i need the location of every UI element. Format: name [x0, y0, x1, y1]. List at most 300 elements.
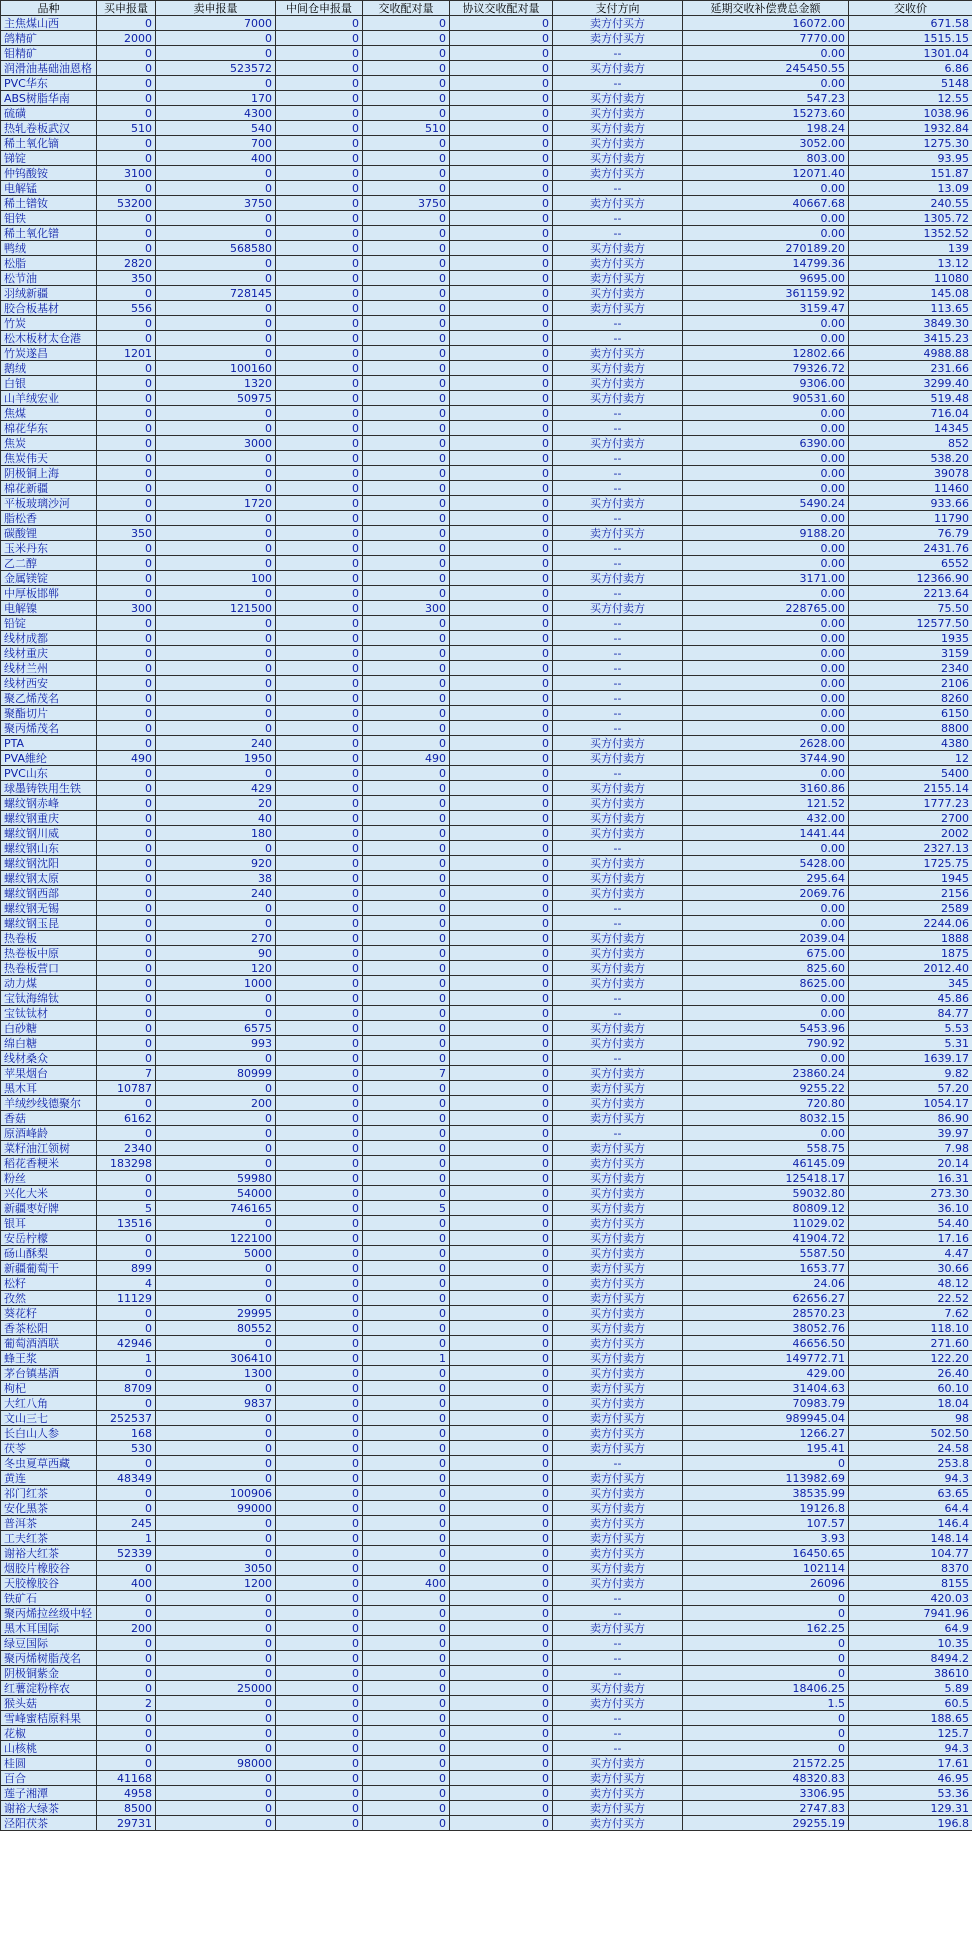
cell-match-qty: 0 — [363, 871, 450, 886]
cell-sell-qty: 54000 — [156, 1186, 276, 1201]
cell-agreement-qty: 0 — [450, 1216, 553, 1231]
cell-price: 12.55 — [849, 91, 972, 106]
cell-sell-qty: 0 — [156, 526, 276, 541]
cell-pay-direction: 买方付卖方 — [553, 946, 683, 961]
cell-agreement-qty: 0 — [450, 1171, 553, 1186]
cell-comp-amount: 432.00 — [683, 811, 849, 826]
cell-variety: 电解镍 — [1, 601, 97, 616]
cell-sell-qty: 200 — [156, 1096, 276, 1111]
cell-comp-amount: 0 — [683, 1591, 849, 1606]
cell-price: 45.86 — [849, 991, 972, 1006]
cell-middle-qty: 0 — [276, 1321, 363, 1336]
cell-middle-qty: 0 — [276, 646, 363, 661]
cell-sell-qty: 9837 — [156, 1396, 276, 1411]
cell-variety: 红薯淀粉梓农 — [1, 1681, 97, 1696]
cell-comp-amount: 0.00 — [683, 331, 849, 346]
cell-price: 11790 — [849, 511, 972, 526]
table-row — [1, 1201, 972, 1216]
cell-sell-qty: 0 — [156, 901, 276, 916]
table-row — [1, 76, 972, 91]
cell-buy-qty: 0 — [97, 1006, 156, 1021]
cell-price: 122.20 — [849, 1351, 972, 1366]
cell-buy-qty: 0 — [97, 931, 156, 946]
cell-match-qty: 0 — [363, 1411, 450, 1426]
cell-variety: 鸭绒 — [1, 241, 97, 256]
cell-agreement-qty: 0 — [450, 1111, 553, 1126]
cell-sell-qty: 0 — [156, 451, 276, 466]
cell-variety: 热轧卷板武汉 — [1, 121, 97, 136]
table-row — [1, 1381, 972, 1396]
cell-buy-qty: 2340 — [97, 1141, 156, 1156]
cell-comp-amount: 0.00 — [683, 406, 849, 421]
cell-middle-qty: 0 — [276, 1786, 363, 1801]
cell-match-qty: 0 — [363, 271, 450, 286]
cell-sell-qty: 746165 — [156, 1201, 276, 1216]
cell-sell-qty: 3050 — [156, 1561, 276, 1576]
cell-variety: 松木板材太仓港 — [1, 331, 97, 346]
cell-variety: 钼精矿 — [1, 46, 97, 61]
cell-variety: 松脂 — [1, 256, 97, 271]
cell-variety: 羊绒纱线德聚尔 — [1, 1096, 97, 1111]
cell-pay-direction: 买方付卖方 — [553, 1096, 683, 1111]
cell-price: 18.04 — [849, 1396, 972, 1411]
cell-variety: 祁门红茶 — [1, 1486, 97, 1501]
cell-buy-qty: 0 — [97, 1651, 156, 1666]
cell-middle-qty: 0 — [276, 1606, 363, 1621]
cell-sell-qty: 400 — [156, 151, 276, 166]
cell-comp-amount: 790.92 — [683, 1036, 849, 1051]
cell-comp-amount: 0 — [683, 1606, 849, 1621]
cell-comp-amount: 0.00 — [683, 661, 849, 676]
cell-agreement-qty: 0 — [450, 811, 553, 826]
cell-agreement-qty: 0 — [450, 646, 553, 661]
cell-pay-direction: 卖方付买方 — [553, 1786, 683, 1801]
cell-buy-qty: 3100 — [97, 166, 156, 181]
table-row — [1, 1171, 972, 1186]
cell-variety: 中厚板邯郸 — [1, 586, 97, 601]
cell-sell-qty: 0 — [156, 1456, 276, 1471]
cell-comp-amount: 18406.25 — [683, 1681, 849, 1696]
cell-agreement-qty: 0 — [450, 826, 553, 841]
cell-middle-qty: 0 — [276, 106, 363, 121]
cell-match-qty: 0 — [363, 796, 450, 811]
cell-comp-amount: 7770.00 — [683, 31, 849, 46]
table-row — [1, 1411, 972, 1426]
table-row — [1, 121, 972, 136]
cell-variety: 香菇 — [1, 1111, 97, 1126]
cell-pay-direction: 买方付卖方 — [553, 886, 683, 901]
cell-agreement-qty: 0 — [450, 1696, 553, 1711]
cell-price: 5148 — [849, 76, 972, 91]
cell-buy-qty: 0 — [97, 1741, 156, 1756]
cell-buy-qty: 899 — [97, 1261, 156, 1276]
cell-buy-qty: 2000 — [97, 31, 156, 46]
cell-pay-direction: 卖方付买方 — [553, 1081, 683, 1096]
cell-price: 273.30 — [849, 1186, 972, 1201]
cell-match-qty: 0 — [363, 136, 450, 151]
cell-agreement-qty: 0 — [450, 421, 553, 436]
cell-variety: 葡萄酒酒联 — [1, 1336, 97, 1351]
cell-comp-amount: 14799.36 — [683, 256, 849, 271]
cell-pay-direction: 卖方付买方 — [553, 1516, 683, 1531]
cell-comp-amount: 0.00 — [683, 421, 849, 436]
table-row — [1, 256, 972, 271]
cell-buy-qty: 0 — [97, 646, 156, 661]
cell-variety: 平板玻璃沙河 — [1, 496, 97, 511]
cell-match-qty: 0 — [363, 241, 450, 256]
cell-middle-qty: 0 — [276, 736, 363, 751]
cell-price: 8155 — [849, 1576, 972, 1591]
cell-middle-qty: 0 — [276, 1651, 363, 1666]
cell-comp-amount: 70983.79 — [683, 1396, 849, 1411]
cell-price: 2002 — [849, 826, 972, 841]
cell-price: 98 — [849, 1411, 972, 1426]
table-row — [1, 136, 972, 151]
cell-match-qty: 0 — [363, 301, 450, 316]
cell-variety: 稻花香粳米 — [1, 1156, 97, 1171]
table-row — [1, 301, 972, 316]
cell-buy-qty: 556 — [97, 301, 156, 316]
cell-middle-qty: 0 — [276, 1021, 363, 1036]
cell-price: 2012.40 — [849, 961, 972, 976]
cell-buy-qty: 6162 — [97, 1111, 156, 1126]
table-row — [1, 1441, 972, 1456]
cell-price: 271.60 — [849, 1336, 972, 1351]
cell-sell-qty: 0 — [156, 466, 276, 481]
cell-comp-amount: 38052.76 — [683, 1321, 849, 1336]
cell-price: 3415.23 — [849, 331, 972, 346]
cell-middle-qty: 0 — [276, 331, 363, 346]
cell-match-qty: 0 — [363, 1231, 450, 1246]
cell-sell-qty: 1300 — [156, 1366, 276, 1381]
cell-pay-direction: 卖方付买方 — [553, 526, 683, 541]
table-row — [1, 631, 972, 646]
cell-buy-qty: 530 — [97, 1441, 156, 1456]
cell-pay-direction: 卖方付买方 — [553, 1261, 683, 1276]
cell-comp-amount: 0.00 — [683, 46, 849, 61]
cell-variety: 玉米丹东 — [1, 541, 97, 556]
cell-agreement-qty: 0 — [450, 766, 553, 781]
cell-comp-amount: 270189.20 — [683, 241, 849, 256]
cell-variety: 铁矿石 — [1, 1591, 97, 1606]
cell-match-qty: 0 — [363, 1741, 450, 1756]
cell-match-qty: 0 — [363, 1396, 450, 1411]
cell-variety: 铅锭 — [1, 616, 97, 631]
cell-buy-qty: 0 — [97, 1126, 156, 1141]
table-row — [1, 196, 972, 211]
cell-middle-qty: 0 — [276, 1681, 363, 1696]
cell-sell-qty: 40 — [156, 811, 276, 826]
cell-match-qty: 0 — [363, 841, 450, 856]
cell-sell-qty: 0 — [156, 1516, 276, 1531]
cell-comp-amount: 0.00 — [683, 1126, 849, 1141]
table-row — [1, 886, 972, 901]
cell-agreement-qty: 0 — [450, 361, 553, 376]
cell-middle-qty: 0 — [276, 1456, 363, 1471]
cell-price: 151.87 — [849, 166, 972, 181]
cell-agreement-qty: 0 — [450, 601, 553, 616]
cell-pay-direction: -- — [553, 901, 683, 916]
table-row — [1, 706, 972, 721]
cell-match-qty: 0 — [363, 391, 450, 406]
cell-comp-amount: 15273.60 — [683, 106, 849, 121]
cell-agreement-qty: 0 — [450, 616, 553, 631]
cell-middle-qty: 0 — [276, 931, 363, 946]
table-row — [1, 1576, 972, 1591]
cell-sell-qty: 0 — [156, 1081, 276, 1096]
table-row — [1, 436, 972, 451]
cell-agreement-qty: 0 — [450, 436, 553, 451]
table-row — [1, 541, 972, 556]
cell-sell-qty: 0 — [156, 1411, 276, 1426]
cell-match-qty: 0 — [363, 46, 450, 61]
table-row — [1, 1756, 972, 1771]
cell-price: 7941.96 — [849, 1606, 972, 1621]
cell-comp-amount: 198.24 — [683, 121, 849, 136]
cell-comp-amount: 0.00 — [683, 721, 849, 736]
cell-sell-qty: 5000 — [156, 1246, 276, 1261]
cell-pay-direction: -- — [553, 421, 683, 436]
cell-pay-direction: 卖方付买方 — [553, 1531, 683, 1546]
cell-comp-amount: 11029.02 — [683, 1216, 849, 1231]
cell-variety: 钼铁 — [1, 211, 97, 226]
cell-match-qty: 0 — [363, 1591, 450, 1606]
table-row — [1, 1726, 972, 1741]
cell-middle-qty: 0 — [276, 706, 363, 721]
table-row — [1, 1456, 972, 1471]
cell-price: 139 — [849, 241, 972, 256]
cell-buy-qty: 350 — [97, 271, 156, 286]
cell-middle-qty: 0 — [276, 541, 363, 556]
cell-buy-qty: 0 — [97, 16, 156, 31]
cell-price: 24.58 — [849, 1441, 972, 1456]
cell-buy-qty: 0 — [97, 466, 156, 481]
cell-buy-qty: 53200 — [97, 196, 156, 211]
cell-variety: 山羊绒宏业 — [1, 391, 97, 406]
cell-price: 145.08 — [849, 286, 972, 301]
table-row — [1, 1066, 972, 1081]
cell-match-qty: 0 — [363, 616, 450, 631]
cell-comp-amount: 6390.00 — [683, 436, 849, 451]
cell-pay-direction: 买方付卖方 — [553, 601, 683, 616]
cell-buy-qty: 1 — [97, 1531, 156, 1546]
cell-variety: 主焦煤山西 — [1, 16, 97, 31]
cell-middle-qty: 0 — [276, 766, 363, 781]
cell-buy-qty: 0 — [97, 661, 156, 676]
cell-agreement-qty: 0 — [450, 1231, 553, 1246]
cell-comp-amount: 9188.20 — [683, 526, 849, 541]
cell-middle-qty: 0 — [276, 1201, 363, 1216]
cell-pay-direction: -- — [553, 556, 683, 571]
cell-pay-direction: 买方付卖方 — [553, 1321, 683, 1336]
cell-agreement-qty: 0 — [450, 511, 553, 526]
cell-agreement-qty: 0 — [450, 136, 553, 151]
cell-sell-qty: 0 — [156, 76, 276, 91]
cell-variety: 原酒峰龄 — [1, 1126, 97, 1141]
cell-price: 231.66 — [849, 361, 972, 376]
cell-comp-amount: 0 — [683, 1726, 849, 1741]
cell-pay-direction: 卖方付买方 — [553, 1111, 683, 1126]
cell-pay-direction: 买方付卖方 — [553, 106, 683, 121]
cell-pay-direction: 卖方付买方 — [553, 1441, 683, 1456]
cell-match-qty: 0 — [363, 316, 450, 331]
cell-pay-direction: 买方付卖方 — [553, 1171, 683, 1186]
table-row — [1, 796, 972, 811]
cell-sell-qty: 25000 — [156, 1681, 276, 1696]
cell-agreement-qty: 0 — [450, 1486, 553, 1501]
cell-price: 12366.90 — [849, 571, 972, 586]
cell-price: 146.4 — [849, 1516, 972, 1531]
cell-middle-qty: 0 — [276, 1801, 363, 1816]
cell-price: 84.77 — [849, 1006, 972, 1021]
cell-middle-qty: 0 — [276, 901, 363, 916]
cell-price: 933.66 — [849, 496, 972, 511]
table-row — [1, 781, 972, 796]
cell-pay-direction: -- — [553, 646, 683, 661]
cell-buy-qty: 0 — [97, 1636, 156, 1651]
cell-pay-direction: 买方付卖方 — [553, 976, 683, 991]
cell-price: 1888 — [849, 931, 972, 946]
cell-buy-qty: 0 — [97, 676, 156, 691]
cell-price: 6.86 — [849, 61, 972, 76]
cell-sell-qty: 568580 — [156, 241, 276, 256]
cell-agreement-qty: 0 — [450, 166, 553, 181]
cell-price: 17.16 — [849, 1231, 972, 1246]
cell-price: 12577.50 — [849, 616, 972, 631]
cell-variety: 螺纹钢山东 — [1, 841, 97, 856]
cell-price: 8800 — [849, 721, 972, 736]
cell-pay-direction: -- — [553, 916, 683, 931]
cell-pay-direction: -- — [553, 1006, 683, 1021]
cell-match-qty: 0 — [363, 886, 450, 901]
cell-pay-direction: -- — [553, 1126, 683, 1141]
cell-variety: PVC华东 — [1, 76, 97, 91]
cell-variety: 枸杞 — [1, 1381, 97, 1396]
cell-price: 13.12 — [849, 256, 972, 271]
cell-middle-qty: 0 — [276, 1696, 363, 1711]
cell-price: 64.9 — [849, 1621, 972, 1636]
cell-variety: 胶合板基材 — [1, 301, 97, 316]
cell-sell-qty: 0 — [156, 1441, 276, 1456]
cell-middle-qty: 0 — [276, 1216, 363, 1231]
cell-variety: 线材成都 — [1, 631, 97, 646]
table-row — [1, 361, 972, 376]
table-row — [1, 1231, 972, 1246]
cell-comp-amount: 107.57 — [683, 1516, 849, 1531]
cell-variety: 香茶松阳 — [1, 1321, 97, 1336]
cell-agreement-qty: 0 — [450, 1261, 553, 1276]
cell-variety: 苹果烟台 — [1, 1066, 97, 1081]
cell-comp-amount: 0.00 — [683, 451, 849, 466]
table-row — [1, 1816, 972, 1831]
cell-buy-qty: 0 — [97, 856, 156, 871]
cell-variety: 黄连 — [1, 1471, 97, 1486]
cell-price: 852 — [849, 436, 972, 451]
cell-buy-qty: 0 — [97, 1036, 156, 1051]
cell-sell-qty: 180 — [156, 826, 276, 841]
cell-buy-qty: 41168 — [97, 1771, 156, 1786]
table-row — [1, 316, 972, 331]
cell-pay-direction: 买方付卖方 — [553, 1366, 683, 1381]
cell-buy-qty: 2820 — [97, 256, 156, 271]
cell-buy-qty: 0 — [97, 826, 156, 841]
cell-comp-amount: 0.00 — [683, 211, 849, 226]
cell-match-qty: 0 — [363, 1216, 450, 1231]
cell-match-qty: 0 — [363, 1651, 450, 1666]
table-row — [1, 1801, 972, 1816]
cell-sell-qty: 0 — [156, 31, 276, 46]
cell-pay-direction: 买方付卖方 — [553, 1231, 683, 1246]
table-row — [1, 676, 972, 691]
cell-middle-qty: 0 — [276, 166, 363, 181]
table-row — [1, 481, 972, 496]
cell-buy-qty: 0 — [97, 286, 156, 301]
cell-comp-amount: 16450.65 — [683, 1546, 849, 1561]
cell-pay-direction: 买方付卖方 — [553, 1396, 683, 1411]
cell-comp-amount: 803.00 — [683, 151, 849, 166]
cell-comp-amount: 121.52 — [683, 796, 849, 811]
cell-agreement-qty: 0 — [450, 271, 553, 286]
cell-middle-qty: 0 — [276, 976, 363, 991]
cell-agreement-qty: 0 — [450, 1321, 553, 1336]
cell-comp-amount: 0 — [683, 1636, 849, 1651]
cell-buy-qty: 245 — [97, 1516, 156, 1531]
cell-price: 20.14 — [849, 1156, 972, 1171]
cell-agreement-qty: 0 — [450, 1681, 553, 1696]
cell-buy-qty: 10787 — [97, 1081, 156, 1096]
cell-middle-qty: 0 — [276, 631, 363, 646]
cell-sell-qty: 0 — [156, 1606, 276, 1621]
cell-variety: 松节油 — [1, 271, 97, 286]
cell-sell-qty: 170 — [156, 91, 276, 106]
cell-comp-amount: 228765.00 — [683, 601, 849, 616]
cell-middle-qty: 0 — [276, 796, 363, 811]
cell-pay-direction: -- — [553, 1456, 683, 1471]
cell-price: 6552 — [849, 556, 972, 571]
cell-sell-qty: 1320 — [156, 376, 276, 391]
cell-price: 11080 — [849, 271, 972, 286]
cell-buy-qty: 0 — [97, 1186, 156, 1201]
cell-pay-direction: 卖方付买方 — [553, 16, 683, 31]
cell-pay-direction: 买方付卖方 — [553, 811, 683, 826]
cell-comp-amount: 3159.47 — [683, 301, 849, 316]
cell-variety: 脂松香 — [1, 511, 97, 526]
cell-sell-qty: 0 — [156, 676, 276, 691]
cell-sell-qty: 240 — [156, 736, 276, 751]
cell-middle-qty: 0 — [276, 1546, 363, 1561]
cell-pay-direction: -- — [553, 586, 683, 601]
cell-match-qty: 0 — [363, 1156, 450, 1171]
header-sell-qty: 卖申报量 — [156, 1, 276, 16]
cell-comp-amount: 62656.27 — [683, 1291, 849, 1306]
header-row — [1, 1, 972, 16]
cell-sell-qty: 0 — [156, 271, 276, 286]
cell-price: 1305.72 — [849, 211, 972, 226]
cell-sell-qty: 6575 — [156, 1021, 276, 1036]
cell-price: 75.50 — [849, 601, 972, 616]
table-row — [1, 721, 972, 736]
cell-match-qty: 0 — [363, 1306, 450, 1321]
cell-middle-qty: 0 — [276, 1126, 363, 1141]
cell-agreement-qty: 0 — [450, 856, 553, 871]
cell-variety: 百合 — [1, 1771, 97, 1786]
cell-middle-qty: 0 — [276, 1231, 363, 1246]
cell-agreement-qty: 0 — [450, 961, 553, 976]
cell-variety: 花椒 — [1, 1726, 97, 1741]
cell-agreement-qty: 0 — [450, 316, 553, 331]
cell-variety: 稀土氧化镝 — [1, 136, 97, 151]
cell-agreement-qty: 0 — [450, 481, 553, 496]
